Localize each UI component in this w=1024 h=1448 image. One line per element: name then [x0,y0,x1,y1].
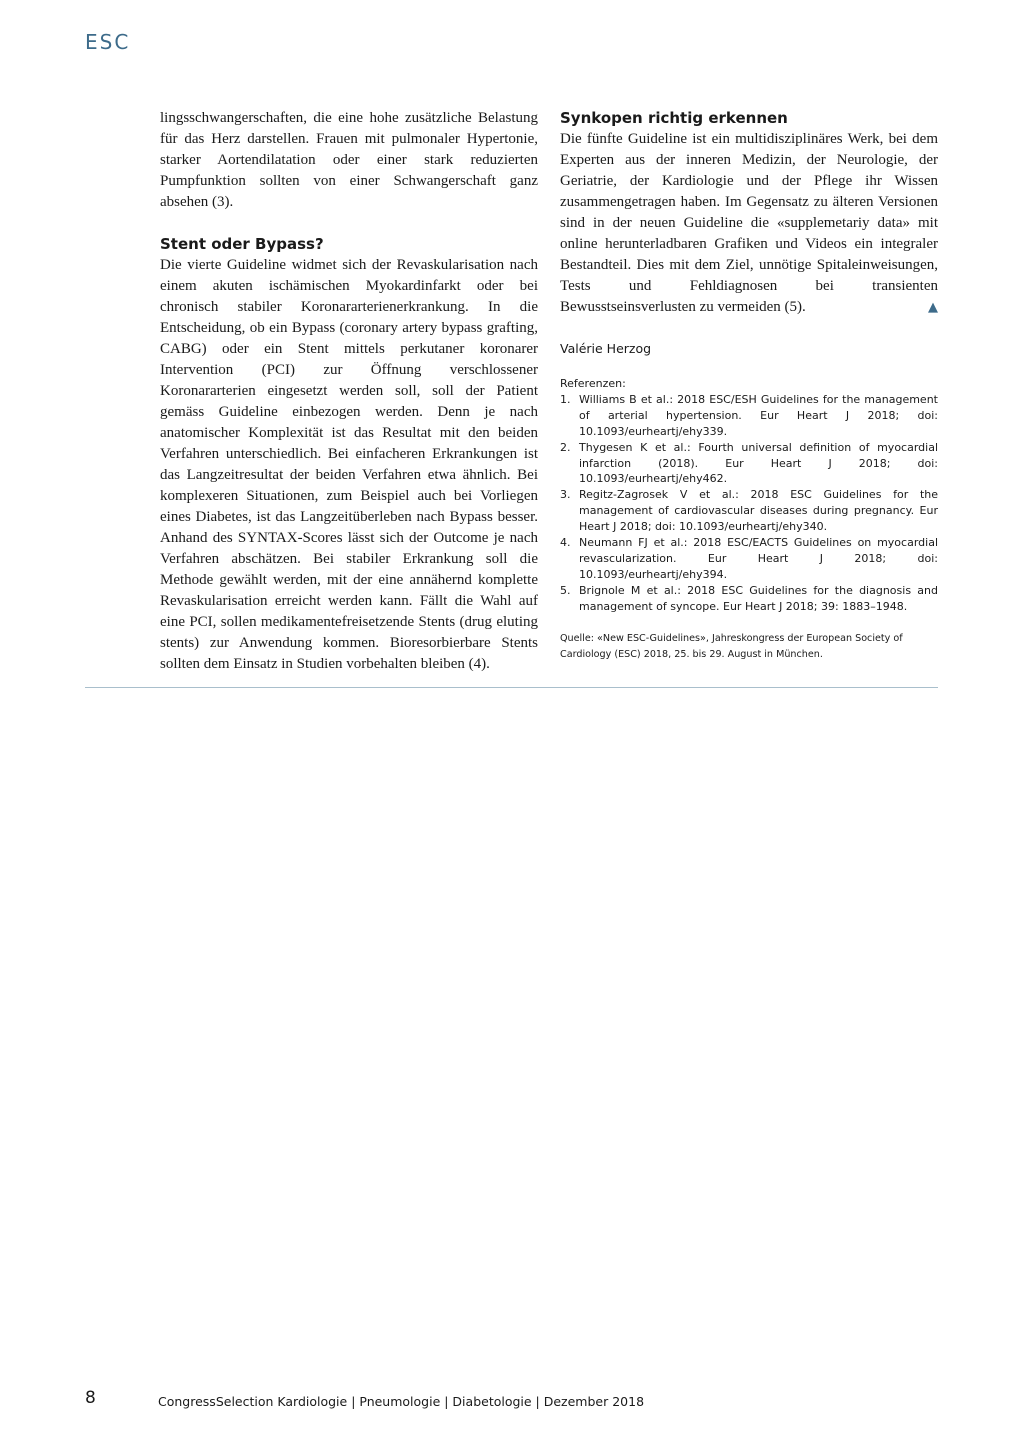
right-column [560,108,938,663]
page-number: 8 [85,1388,96,1408]
references [560,376,938,615]
right-paragraph-text: Die fünfte Guideline ist ein multidisziplinäres Werk, bei dem Experten aus der inneren Medizin, der Neurologie, der Geriatrie, der Kardiologie und der Pflege ihr Wissen zusammengetragen haben. Im Gegensatz zu älteren Versionen sind in der neuen Guideline die «supplemetariy data» mit online herunterladbaren Grafiken und Videos ein integraler Bestandteil. Dies mit dem Ziel, unnötige Spitaleinweisungen, Tests und Fehldiagnosen bei transienten Bewusstseinsverlusten zu vermeiden (5). [560,131,938,315]
reference-text: Regitz-Zagrosek V et al.: 2018 ESC Guidelines for the management of cardiovascular diseases during pregnancy. Eur Heart J 2018; doi: 10.1093/eurheartj/ehy340. [579,488,938,534]
references-list [560,392,938,615]
reference-number: 3. [560,488,571,502]
section-heading-stent: Stent oder Bypass? [160,235,324,253]
reference-text: Neumann FJ et al.: 2018 ESC/EACTS Guidelines on myocardial revascularization. Eur Heart J 2018; doi: 10.1093/eurheartj/ehy394. [579,536,938,581]
references-heading: Referenzen: [560,377,626,390]
running-head: ESC [85,30,131,54]
reference-item [560,535,938,583]
author-name: Valérie Herzog [560,341,652,356]
section-heading-synkopen: Synkopen richtig erkennen [560,109,788,127]
reference-text: Williams B et al.: 2018 ESC/ESH Guidelines for the management of arterial hypertension. Eur Heart J 2018; doi: 10.1093/eurheartj/ehy339. [579,392,938,438]
left-paragraph-1: lingsschwangerschaften, die eine hohe zusätzliche Belastung für das Herz darstellen. Frauen mit pulmonaler Hypertonie, starker Aortendilatation oder einer stark reduzierten Pumpfunktion sollten von einer Schwangerschaft ganz absehen (3). [160,110,538,210]
end-mark-icon: ▲ [928,300,938,315]
reference-item [560,392,938,440]
reference-item [560,487,938,535]
left-paragraph-2: Die vierte Guideline widmet sich der Revaskularisation nach einem akuten ischämischen Myokardinfarkt oder bei chronisch stabiler Koronararterienerkrankung. In die Entscheidung, ob ein Bypass (coronary artery bypass grafting, CABG) oder ein Stent mittels perkutaner koronarer Intervention (PCI) zur Öffnung verschlossener Koronararterien eingesetzt werden soll, soll der Patient gemäss Guideline einbezogen werden. Denn je nach anatomischer Komplexität ist das Resultat mit den beiden Verfahren unterschiedlich. Bei einfacheren Erkrankungen ist das Langzeitresultat der beiden Verfahren etwa ähnlich. Bei komplexeren Situationen, zum Beispiel auch bei Vorliegen eines Diabetes, ist das Langzeitüberleben nach Bypass besser. Anhand des SYNTAX-Scores lässt sich der Outcome je nach Verfahren abschätzen. Bei stabiler Erkrankung soll die Methode gewählt werden, mit der eine annähernd komplette Revaskularisation erreicht werden kann. Fällt die Wahl auf eine PCI, sollen medikamentefreisetzende Stents (drug eluting stents) zur Anwendung kommen. Bioresorbierbare Stents sollten dem Einsatz in Studien vorbehalten bleiben (4). [160,257,538,672]
reference-text: Brignole M et al.: 2018 ESC Guidelines for the diagnosis and management of syncope. Eur Heart J 2018; 39: 1883–1948. [579,583,938,613]
source-note: Quelle: «New ESC-Guidelines», Jahreskongress der European Society of Cardiology (ESC) 2018, 25. bis 29. August in München. [560,632,903,660]
reference-item [560,583,938,615]
reference-number: 2. [560,440,571,454]
section-divider [85,687,938,688]
reference-number: 1. [560,392,571,406]
reference-number: 4. [560,536,571,550]
left-column [160,108,538,675]
reference-number: 5. [560,583,571,597]
reference-text: Thygesen K et al.: Fourth universal definition of myocardial infarction (2018). Eur Heart J 2018; doi: 10.1093/eurheartj/ehy462. [579,440,938,486]
right-paragraph [560,129,938,318]
reference-item [560,440,938,488]
publication-footer: CongressSelection Kardiologie | Pneumologie | Diabetologie | Dezember 2018 [158,1394,645,1409]
